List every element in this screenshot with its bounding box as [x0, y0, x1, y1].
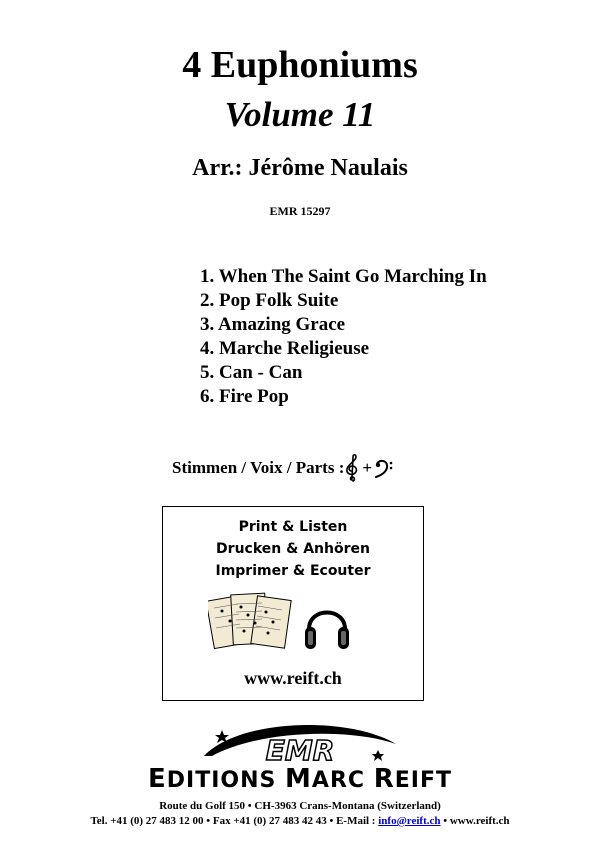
- publisher-address: Route du Golf 150 • CH-3963 Crans-Montana (Switzerland): [159, 800, 441, 812]
- bass-clef-icon: [374, 457, 394, 479]
- promo-line-fr: Imprimer & Ecouter: [215, 563, 371, 579]
- catalog-number: EMR 15297: [269, 204, 331, 218]
- publisher-contact: Tel. +41 (0) 27 483 12 00 • Fax +41 (0) 27 483 42 43 • E-Mail : info@reift.ch • www.reift.ch: [90, 815, 510, 827]
- plus-sign: +: [362, 458, 373, 477]
- logo-text: EMR: [265, 734, 335, 766]
- piece-item: 3. Amazing Grace: [200, 314, 346, 335]
- piece-item: 5. Can - Can: [200, 362, 303, 383]
- score-title: 4 Euphoniums: [182, 44, 418, 86]
- parts-line: [172, 453, 394, 483]
- arranger-credit: Arr.: Jérôme Naulais: [192, 155, 408, 181]
- email-link[interactable]: info@reift.ch: [378, 815, 441, 827]
- promo-line-de: Drucken & Anhören: [216, 541, 370, 557]
- promo-line-en: Print & Listen: [238, 519, 348, 535]
- website-link[interactable]: www.reift.ch: [244, 668, 342, 688]
- emr-logo: [200, 722, 400, 766]
- headphones-icon: [303, 597, 351, 657]
- parts-label: Stimmen / Voix / Parts :: [172, 458, 345, 477]
- volume-subtitle: Volume 11: [224, 95, 376, 134]
- print-listen-box: [162, 506, 424, 701]
- piece-item: 4. Marche Religieuse: [200, 338, 370, 359]
- piece-list: [200, 265, 487, 409]
- treble-clef-icon: [344, 453, 360, 483]
- piece-item: 1. When The Saint Go Marching In: [200, 266, 487, 287]
- piece-item: 2. Pop Folk Suite: [200, 290, 339, 311]
- piece-item: 6. Fire Pop: [200, 386, 289, 407]
- sheet-music-icon: [208, 592, 293, 652]
- publisher-name: EDITIONS MARC REIFT: [148, 764, 452, 794]
